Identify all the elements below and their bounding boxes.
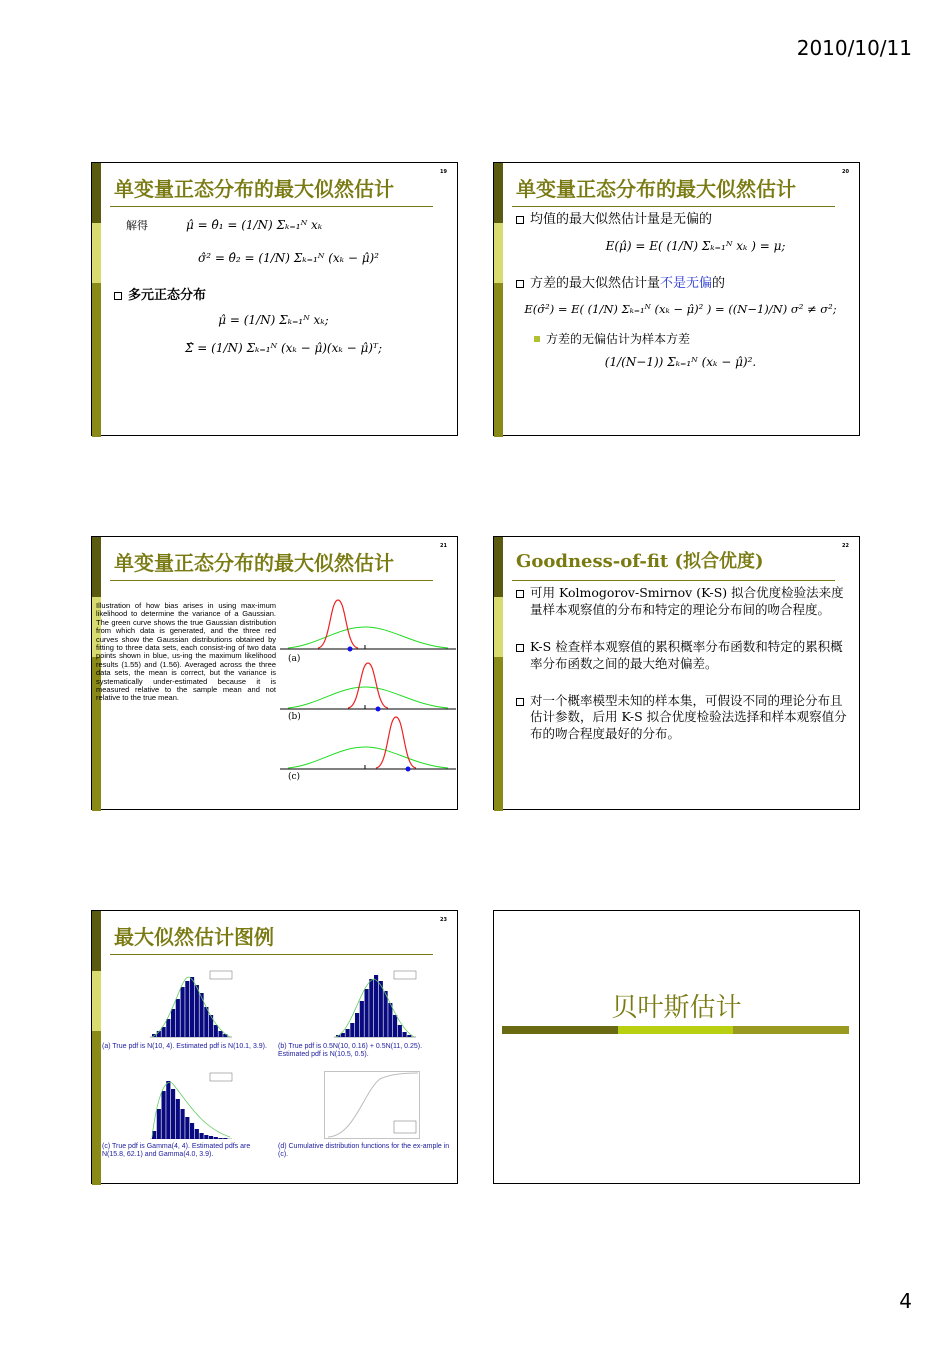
bullet-icon <box>516 698 524 706</box>
histogram-bar <box>350 1023 354 1037</box>
title-rule <box>512 206 835 207</box>
histogram-bar <box>176 999 180 1037</box>
bullet-icon <box>516 590 524 598</box>
bullet-icon <box>516 280 524 288</box>
bullet-ks-check: K-S 检查样本观察值的累积概率分布函数和特定的累积概率分布函数之间的最大绝对偏差。 <box>530 638 843 671</box>
histogram-bar <box>403 1032 407 1037</box>
histogram-bar <box>190 1123 194 1139</box>
equation-mv-mean: μ̂ = (1/N) Σₖ₌₁ᴺ xₖ; <box>218 312 329 327</box>
histogram-bar <box>223 1138 227 1139</box>
solve-label: 解得 <box>126 219 148 232</box>
section-color-bar <box>502 1026 849 1034</box>
histogram-bar <box>204 1007 208 1037</box>
label-a: (a) <box>288 654 301 664</box>
histogram-bar <box>346 1029 350 1037</box>
title-rule <box>110 206 433 207</box>
histogram-bar <box>171 1089 175 1139</box>
equation-expect-variance: E(σ̂²) = E( (1/N) Σₖ₌₁ᴺ (xₖ − μ̂)² ) = ((N−1)/N) σ² ≠ σ²; <box>524 302 837 317</box>
histogram-b <box>324 969 420 1041</box>
histogram-bar <box>360 1001 364 1037</box>
slide-title: Goodness-of-fit (拟合优度) <box>516 551 764 572</box>
slide-title: 单变量正态分布的最大似然估计 <box>114 177 394 201</box>
bullet-variance-pre: 方差的最大似然估计量 <box>530 275 661 291</box>
histogram-bar <box>200 1133 204 1139</box>
bias-illustration <box>278 597 456 787</box>
section-title: 贝叶斯估计 <box>611 993 742 1023</box>
slide-sidebar <box>92 911 101 1183</box>
slide-title: 最大似然估计图例 <box>114 925 274 949</box>
fitted-gaussian-curve <box>318 600 358 648</box>
label-b: (b) <box>288 712 301 722</box>
histogram-bar <box>195 1129 199 1139</box>
slide-sidebar <box>494 537 503 809</box>
data-point <box>348 647 353 652</box>
data-point <box>406 767 411 772</box>
histogram-bar <box>166 1019 170 1037</box>
histogram-bar <box>393 1015 397 1037</box>
slide-21 <box>91 536 458 810</box>
histogram-bar <box>214 1137 218 1139</box>
slide-sidebar <box>92 163 101 435</box>
bullet-multivariate: 多元正态分布 <box>128 288 207 303</box>
caption-b: (b) True pdf is 0.5N(10, 0.16) + 0.5N(11, 0.25). Estimated pdf is N(10.5, 0.5). <box>278 1043 423 1059</box>
histogram-bar <box>369 979 373 1037</box>
histogram-bar <box>365 989 369 1037</box>
histogram-bar <box>355 1013 359 1037</box>
histogram-bar <box>181 987 185 1037</box>
histogram-bar <box>204 1135 208 1139</box>
title-rule <box>110 580 433 581</box>
label-c: (c) <box>288 772 301 782</box>
equation-sample-variance: (1/(N−1)) Σₖ₌₁ᴺ (xₖ − μ̂)². <box>604 355 757 370</box>
bullet-ks-select: 对一个概率模型未知的样本集，可假设不同的理论分布且估计参数，后用 K-S 拟合优度检验法选择和样本观察值分布的吻合程度最好的分布。 <box>530 692 847 742</box>
sub-bullet-sample-variance: 方差的无偏估计为样本方差 <box>546 332 691 347</box>
true-gaussian-curve <box>288 687 448 708</box>
fitted-gaussian-curve <box>348 663 388 708</box>
histogram-bar <box>162 1091 166 1139</box>
bullet-icon <box>516 216 524 224</box>
slide-title: 单变量正态分布的最大似然估计 <box>516 177 796 201</box>
figure-description: Illustration of how bias arises in using max-imum likelihood to determine the variance of a Gaussian. The green curve shows the true Gaussian distribution from which data is generated, and the three red curves show the Gaussian distributions obtained by fitting to three data sets, each consist-ing of two data points shown in blue, us-ing the maximum likelihood results (1.55) and (1.56). Averaged across the three data sets, the mean is correct, but the variance is systematically under-estimated because it is measured relative to the sample mean and not relative to the true mean. <box>96 601 276 703</box>
histogram-bar <box>181 1109 185 1139</box>
histogram-bar <box>379 981 383 1037</box>
bullet-icon <box>516 644 524 652</box>
slide-19 <box>91 162 458 436</box>
histogram-bar <box>223 1034 227 1037</box>
bullet-mean-unbiased: 均值的最大似然估计量是无偏的 <box>530 212 713 227</box>
slide-number: 20 <box>842 169 849 175</box>
sub-bullet-icon <box>534 336 540 342</box>
equation-mv-cov: Σ̂ = (1/N) Σₖ₌₁ᴺ (xₖ − μ̂)(xₖ − μ̂)ᵀ; <box>184 340 382 355</box>
slide-22 <box>493 536 860 810</box>
slide-section-bayes <box>493 910 860 1184</box>
slide-sidebar <box>494 163 503 435</box>
slide-title: 单变量正态分布的最大似然估计 <box>114 551 394 575</box>
histogram-bar <box>190 977 194 1037</box>
histogram-a <box>140 969 236 1041</box>
title-rule <box>110 954 433 955</box>
histogram-bar <box>171 1009 175 1037</box>
slide-number: 21 <box>440 543 447 549</box>
fitted-gaussian-curve <box>376 717 416 768</box>
slide-number: 23 <box>440 917 447 923</box>
caption-d: (d) Cumulative distribution functions for the ex-ample in (c). <box>278 1143 450 1159</box>
bullet-icon <box>114 292 122 300</box>
histogram-bar <box>214 1025 218 1037</box>
bullet-ks-intro: 可用 Kolmogorov-Smirnov (K-S) 拟合优度检验法来度量样本观察值的分布和特定的理论分布间的吻合程度。 <box>530 585 844 617</box>
histogram-bar <box>407 1035 411 1037</box>
slide-number: 19 <box>440 169 447 175</box>
cdf-plot <box>324 1071 420 1139</box>
title-rule <box>512 580 835 581</box>
histogram-bar <box>176 1099 180 1139</box>
histogram-bar <box>384 991 388 1037</box>
histogram-bar <box>185 981 189 1037</box>
data-point <box>376 707 381 712</box>
slide-number: 22 <box>842 543 849 549</box>
histogram-bar <box>209 1136 213 1139</box>
histogram-bar <box>157 1109 161 1139</box>
equation-mean: μ̂ = θ̂₁ = (1/N) Σₖ₌₁ᴺ xₖ <box>186 218 323 232</box>
histogram-bar <box>219 1031 223 1037</box>
header-date: 2010/10/11 <box>796 36 912 60</box>
caption-c: (c) True pdf is Gamma(4, 4). Estimated pdfs are N(15.8, 62.1) and Gamma(4.0, 3.9). <box>102 1143 251 1159</box>
histogram-bar <box>166 1081 170 1139</box>
histogram-bar <box>185 1117 189 1139</box>
slide-20 <box>493 162 860 436</box>
bullet-variance-emph: 不是无偏 <box>660 275 713 291</box>
caption-a: (a) True pdf is N(10, 4). Estimated pdf is N(10.1, 3.9). <box>102 1043 267 1050</box>
equation-expect-mean: E(μ̂) = E( (1/N) Σₖ₌₁ᴺ xₖ ) = μ; <box>605 238 786 253</box>
histogram-bar <box>374 975 378 1037</box>
true-gaussian-curve <box>288 627 448 648</box>
histogram-bar <box>398 1025 402 1037</box>
page-number: 4 <box>899 1289 912 1313</box>
histogram-bar <box>388 1003 392 1037</box>
histogram-bar <box>195 985 199 1037</box>
histogram-c <box>140 1071 236 1139</box>
histogram-bar <box>219 1138 223 1139</box>
true-gaussian-curve <box>288 747 448 768</box>
equation-variance: σ̂² = θ̂₂ = (1/N) Σₖ₌₁ᴺ (xₖ − μ̂)² <box>198 251 379 265</box>
slide-23 <box>91 910 458 1184</box>
histogram-bar <box>162 1027 166 1037</box>
bullet-variance-post: 的 <box>712 275 726 291</box>
